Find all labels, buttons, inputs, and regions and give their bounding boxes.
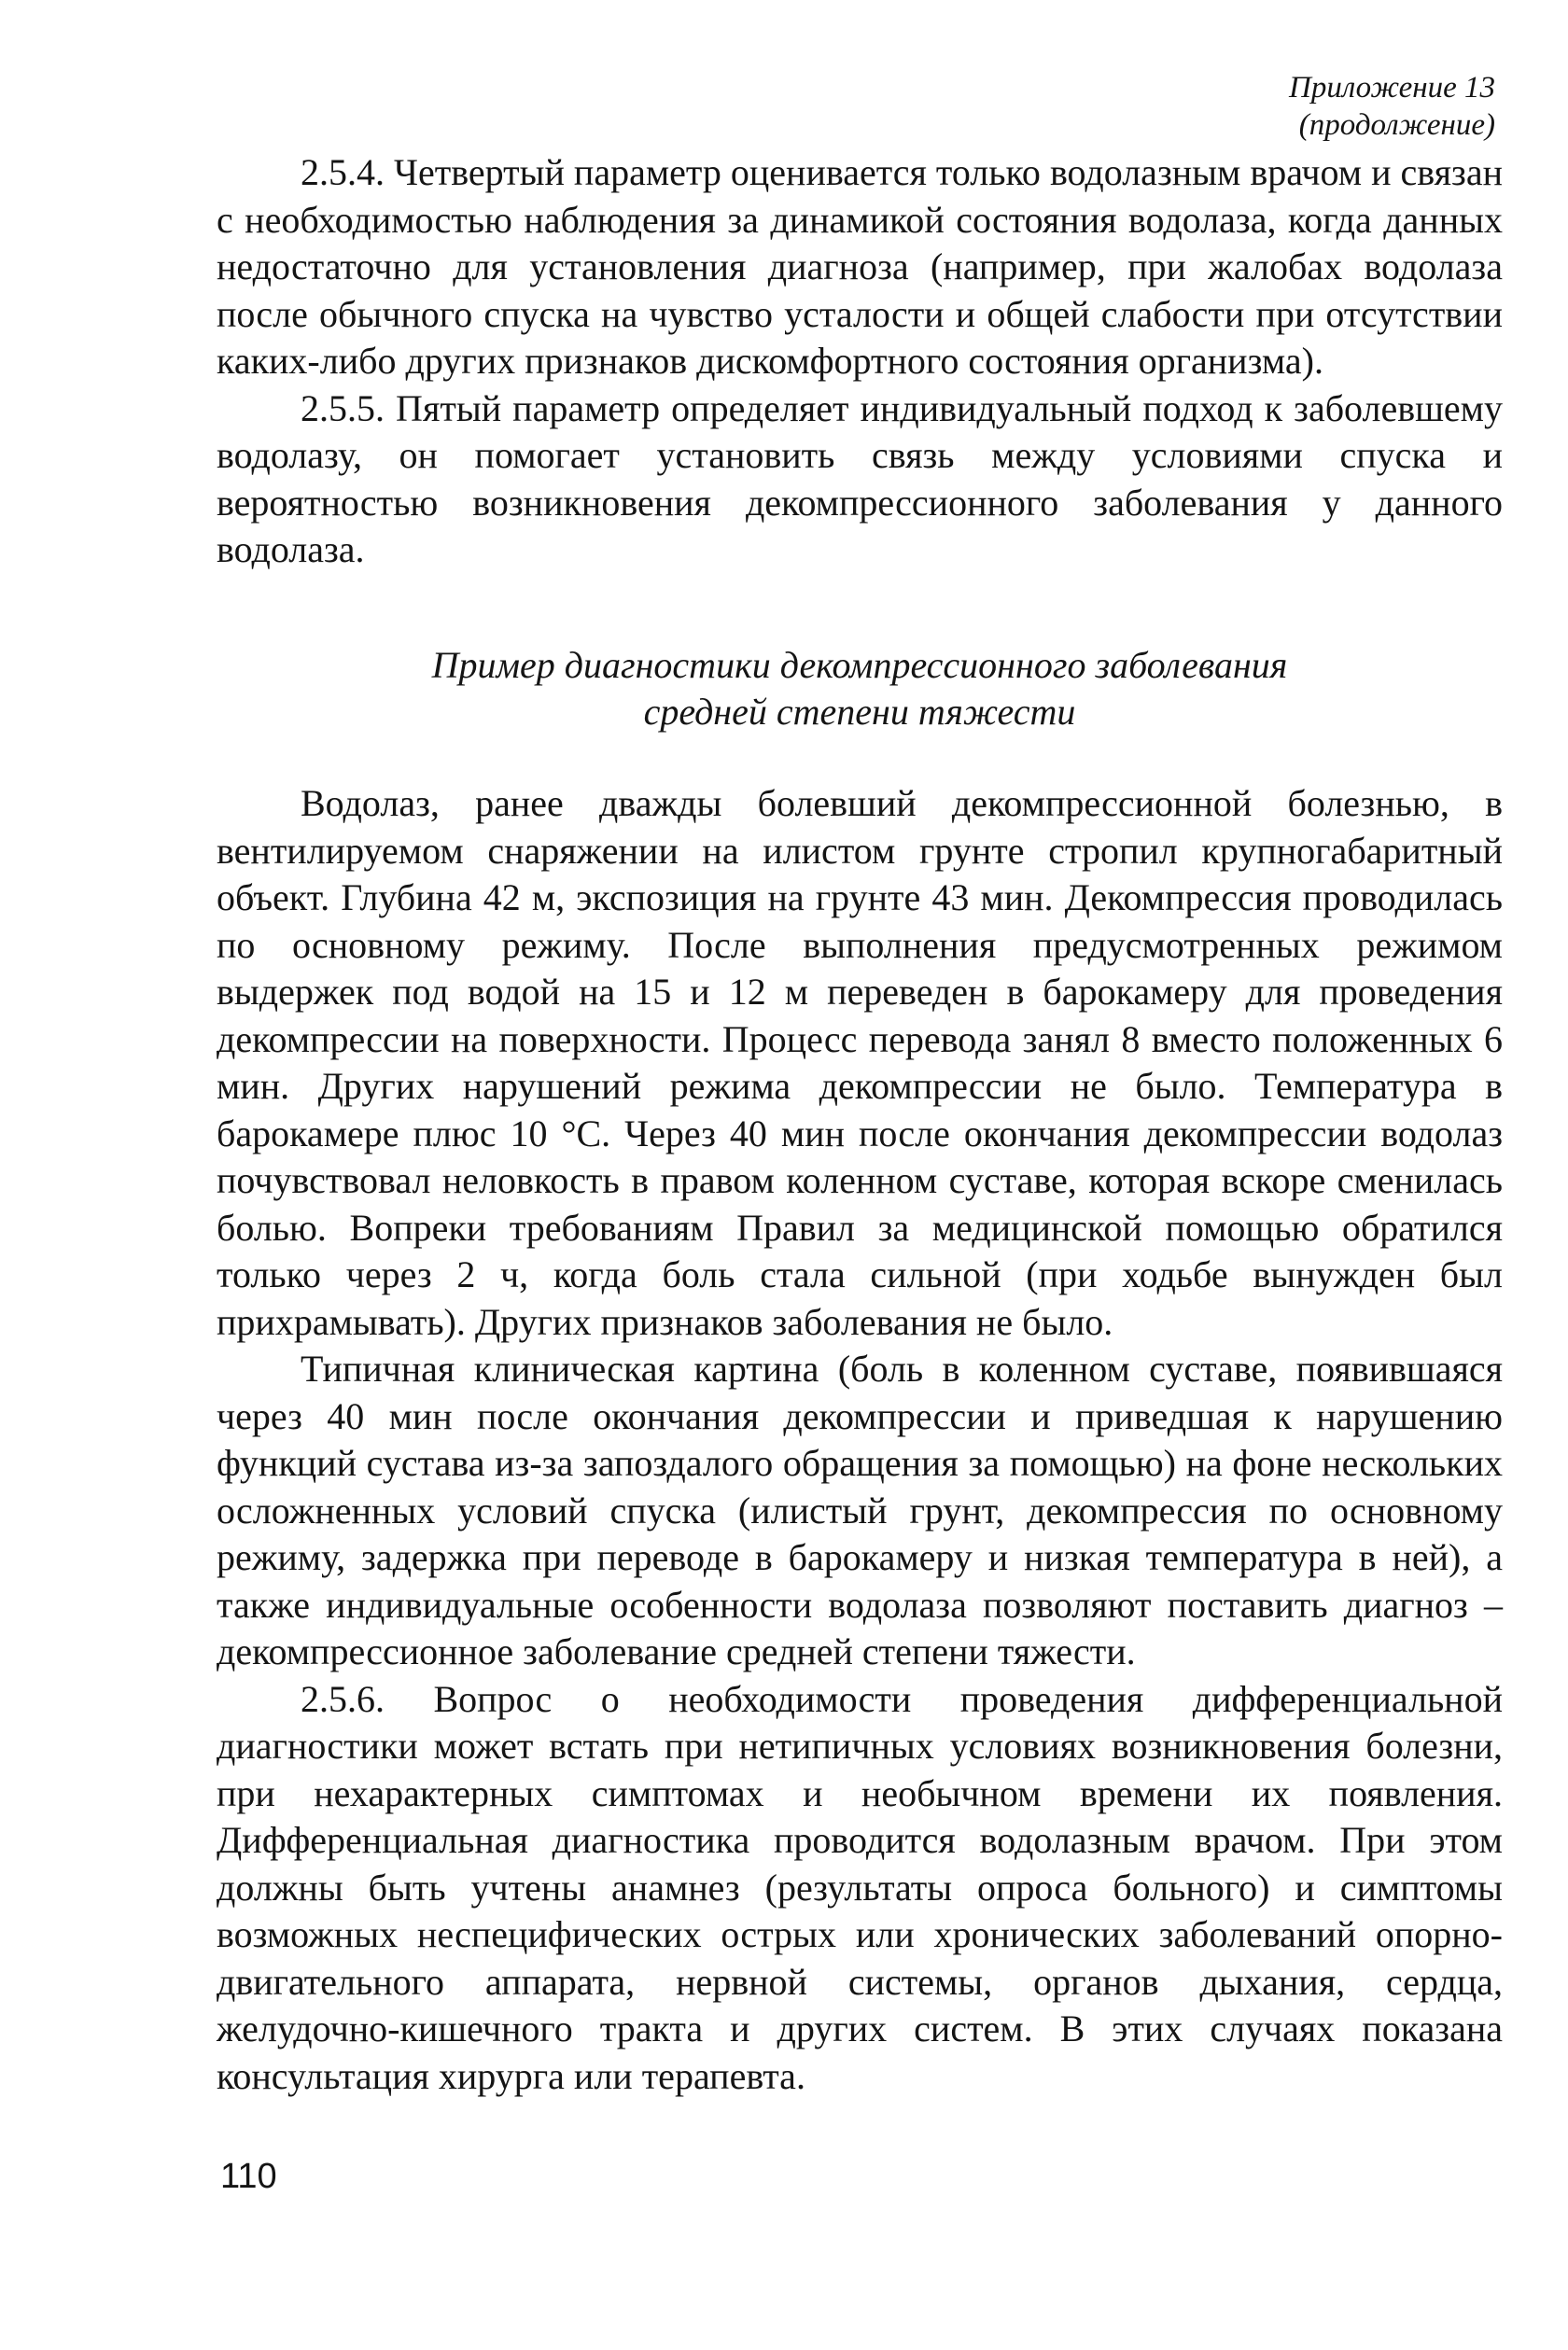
subtitle-line-2: средней степени тяжести	[643, 691, 1076, 733]
bottom-text-block	[217, 780, 1503, 2100]
page-header	[1289, 69, 1495, 144]
appendix-label: Приложение 13	[1289, 71, 1495, 105]
page-number: 110	[220, 2157, 277, 2196]
paragraph-2-5-4: 2.5.4. Четвертый параметр оценивается только водолазным врачом и связан с необходимостью наблюдения за динамикой состояния водолаза, когда данных недостаточно для установления диагноза (например, при жалобах водолаза после обычного спуска на чувство усталости и общей слабости при отсутствии каких-либо других признаков дискомфортного состояния организма).	[217, 151, 1503, 382]
continuation-label: (продолжение)	[1298, 108, 1495, 142]
top-text-block	[217, 149, 1503, 574]
section-subtitle	[217, 642, 1503, 735]
paragraph-2-5-5: 2.5.5. Пятый параметр определяет индивидуальный подход к заболевшему водолазу, он помогает установить связь между условиями спуска и вероятностью возникновения декомпрессионного заболевания у данного водолаза.	[217, 386, 1503, 570]
paragraph-diagnosis: Типичная клиническая картина (боль в коленном суставе, появившаяся через 40 мин после окончания декомпрессии и приведшая к нарушению функций сустава из-за запоздалого обращения за помощью) на фоне нескольких осложненных условий спуска (илистый грунт, декомпрессия по основному режиму, задержка при переводе в барокамеру и низкая температура в ней), а также индивидуальные особенности водолаза позволяют поставить диагноз – декомпрессионное заболевание средней степени тяжести.	[217, 1348, 1503, 1672]
paragraph-case-description: Водолаз, ранее дважды болевший декомпрессионной болезнью, в вентилируемом снаряжении на илистом грунте стропил крупногабаритный объект. Глубина 42 м, экспозиция на грунте 43 мин. Декомпрессия проводилась по основному режиму. После выполнения предусмотренных режимом выдержек под водой на 15 и 12 м переведен в барокамеру для проведения декомпрессии на поверхности. Процесс перевода занял 8 вместо положенных 6 мин. Других нарушений режима декомпрессии не было. Температура в барокамере плюс 10 °С. Через 40 мин после окончания декомпрессии водолаз почувствовал неловкость в правом коленном суставе, которая вскоре сменилась болью. Вопреки требованиям Правил за медицинской помощью обратился только через 2 ч, когда боль стала сильной (при ходьбе вынужден был прихрамывать). Других признаков заболевания не было.	[217, 782, 1503, 1343]
paragraph-2-5-6: 2.5.6. Вопрос о необходимости проведения дифференциальной диагностики может встать при нетипичных условиях возникновения болезни, при нехарактерных симптомах и необычном времени их появления. Дифференциальная диагностика проводится водолазным врачом. При этом должны быть учтены анамнез (результаты опроса больного) и симптомы возможных неспецифических острых или хронических заболеваний опорно-двигательного аппарата, нервной системы, органов дыхания, сердца, желудочно-кишечного тракта и других систем. В этих случаях показана консультация хирурга или терапевта.	[217, 1677, 1503, 2097]
subtitle-line-1: Пример диагностики декомпрессионного заболевания	[431, 644, 1288, 686]
